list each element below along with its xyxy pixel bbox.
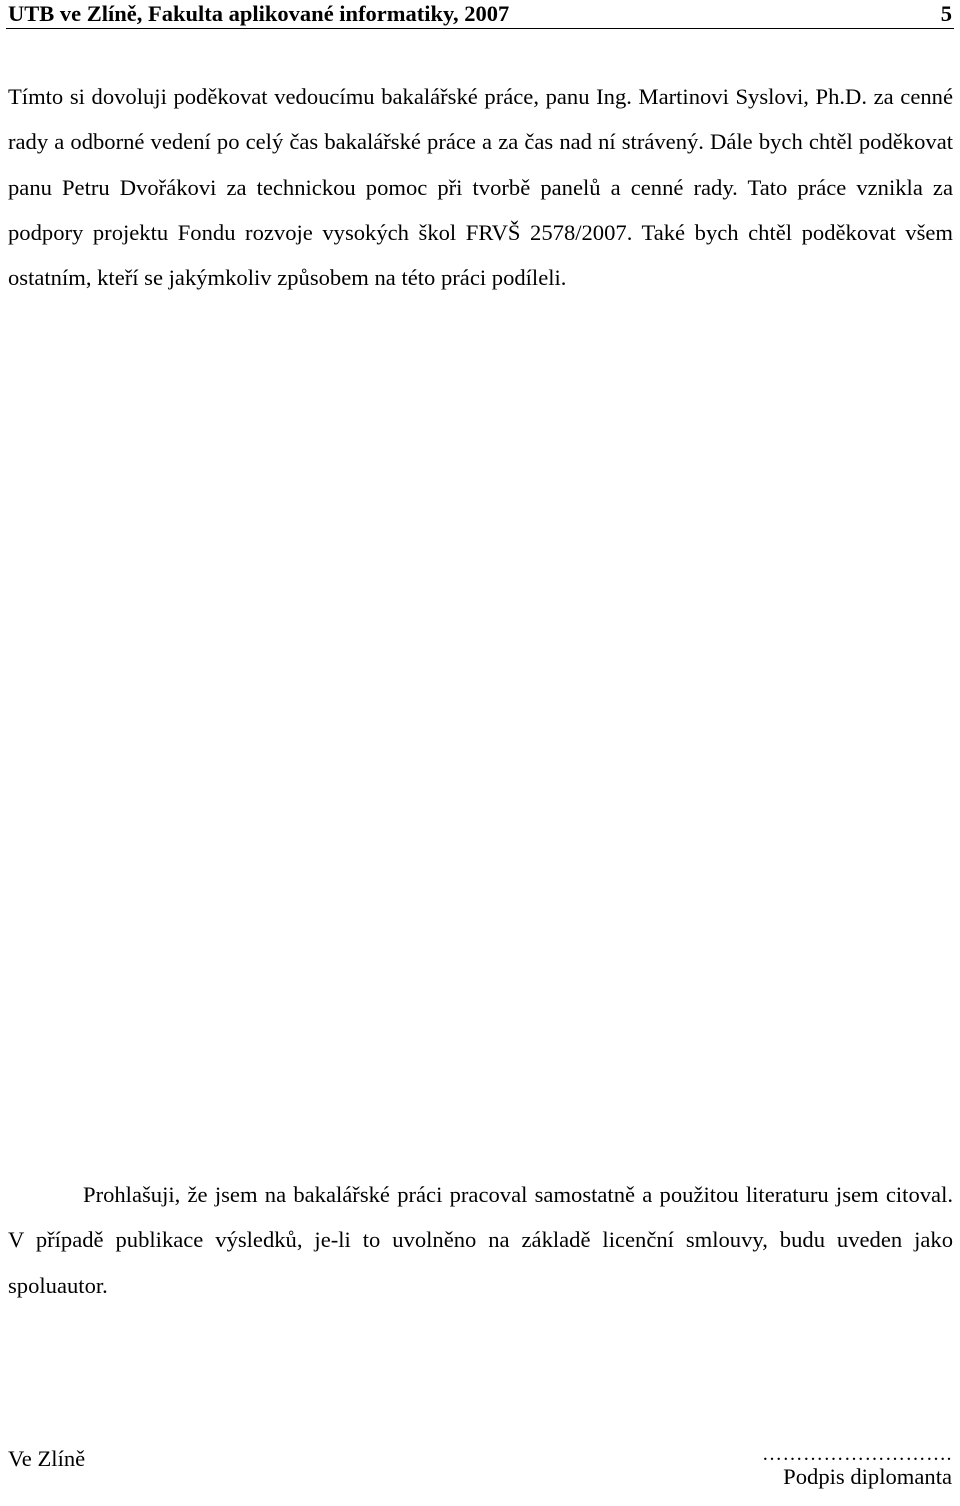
signature-block [762,1443,952,1492]
acknowledgement-paragraph: Tímto si dovoluji poděkovat vedoucímu bakalářské práce, panu Ing. Martinovi Syslovi, Ph.D. za cenné rady a odborné vedení po celý čas bakalářské práce a za čas nad ní strávený. Dále bych chtěl poděkovat panu Petru Dvořákovi za technickou pomoc při tvorbě panelů a cenné rady. Tato práce vznikla za podpory projektu Fondu rozvoje vysokých škol FRVŠ 2578/2007. Také bych chtěl poděkovat všem ostatním, kteří se jakýmkoliv způsobem na této práci podíleli. [8,84,953,291]
header-title: UTB ve Zlíně, Fakulta aplikované informatiky, 2007 [8,1,510,26]
signature-label: Podpis diplomanta [783,1464,952,1489]
page-header [6,0,954,29]
place-label: Ve Zlíně [8,1446,86,1471]
declaration-paragraph: Prohlašuji, že jsem na bakalářské práci pracoval samostatně a použitou literaturu jsem citoval. V případě publikace výsledků, je-li to uvolněno na základě licenční smlouvy, budu uveden jako spoluautor. [8,1182,953,1298]
page-number: 5 [940,1,952,26]
signature-line: ………………………. [762,1443,952,1465]
